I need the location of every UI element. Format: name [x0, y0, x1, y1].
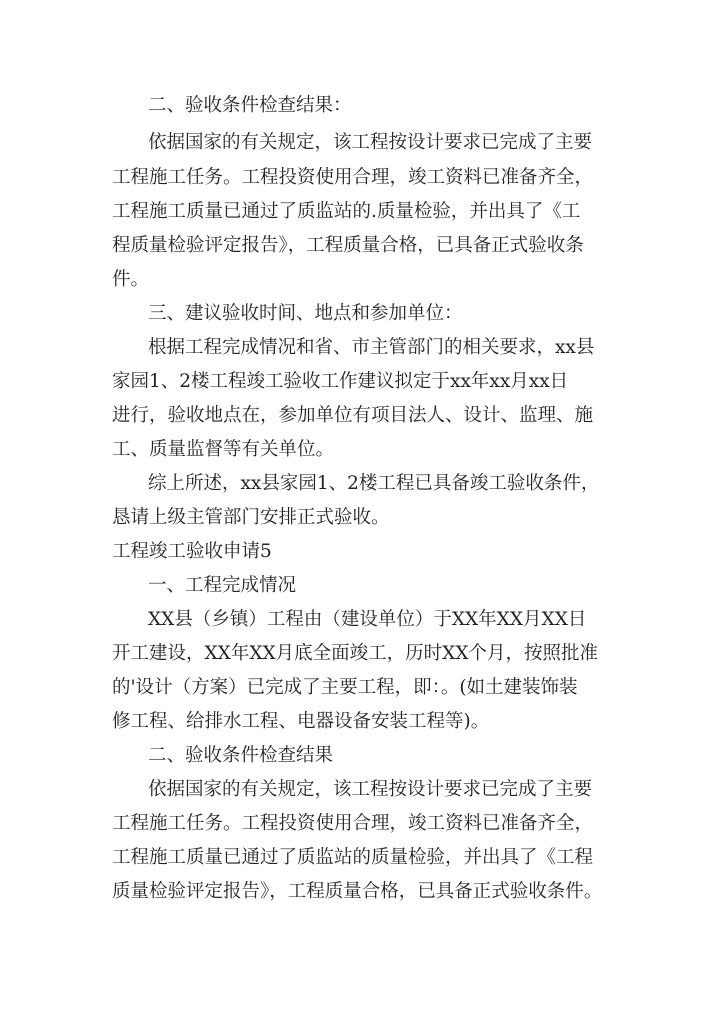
paragraph-line: 工程施工任务。工程投资使用合理，竣工资料已准备齐全， — [112, 167, 594, 188]
paragraph-line: 综上所述，xx县家园1、2楼工程已具备竣工验收条件， — [148, 473, 600, 494]
paragraph-line: 工程施工任务。工程投资使用合理，竣工资料已准备齐全， — [112, 813, 594, 834]
paragraph-line: 工、质量监督等有关单位。 — [112, 439, 335, 460]
paragraph-line: 工程施工质量已通过了质监站的.质量检验，并出具了《工 — [112, 201, 581, 222]
paragraph-line: 家园1、2楼工程竣工验收工作建议拟定于xx年xx月xx日 — [112, 371, 569, 392]
paragraph-line: 依据国家的有关规定，该工程按设计要求已完成了主要 — [148, 132, 593, 153]
heading-completion: 一、工程完成情况 — [148, 575, 297, 596]
paragraph-line: 工程施工质量已通过了质监站的质量检验，并出具了《工程 — [112, 847, 594, 868]
paragraph-line: 件。 — [112, 269, 150, 290]
paragraph-line: 质量检验评定报告》，工程质量合格，已具备正式验收条件。 — [112, 881, 603, 902]
paragraph-line: 修工程、给排水工程、电器设备安装工程等)。 — [112, 711, 490, 732]
paragraph-line: 开工建设，XX年XX月底全面竣工，历时XX个月，按照批准 — [112, 643, 599, 664]
paragraph-line: 依据国家的有关规定，该工程按设计要求已完成了主要 — [148, 779, 593, 800]
paragraph-line: 程质量检验评定报告》，工程质量合格，已具备正式验收条 — [112, 235, 584, 256]
paragraph-line: 根据工程完成情况和省、市主管部门的相关要求，xx县 — [148, 337, 595, 358]
section-title: 工程竣工验收申请5 — [112, 541, 272, 562]
paragraph-line: XX县（乡镇）工程由（建设单位）于XX年XX月XX日 — [148, 609, 587, 630]
paragraph-line: 恳请上级主管部门安排正式验收。 — [112, 507, 390, 528]
heading-time-place: 三、建议验收时间、地点和参加单位： — [148, 303, 463, 324]
heading-acceptance-check-2: 二、验收条件检查结果 — [148, 745, 334, 766]
heading-acceptance-check: 二、验收条件检查结果： — [148, 95, 352, 116]
paragraph-line: 进行，验收地点在，参加单位有项目法人、设计、监理、施 — [112, 405, 594, 426]
paragraph-line: 的'设计（方案）已完成了主要工程，即：。(如土建装饰装 — [112, 677, 578, 698]
